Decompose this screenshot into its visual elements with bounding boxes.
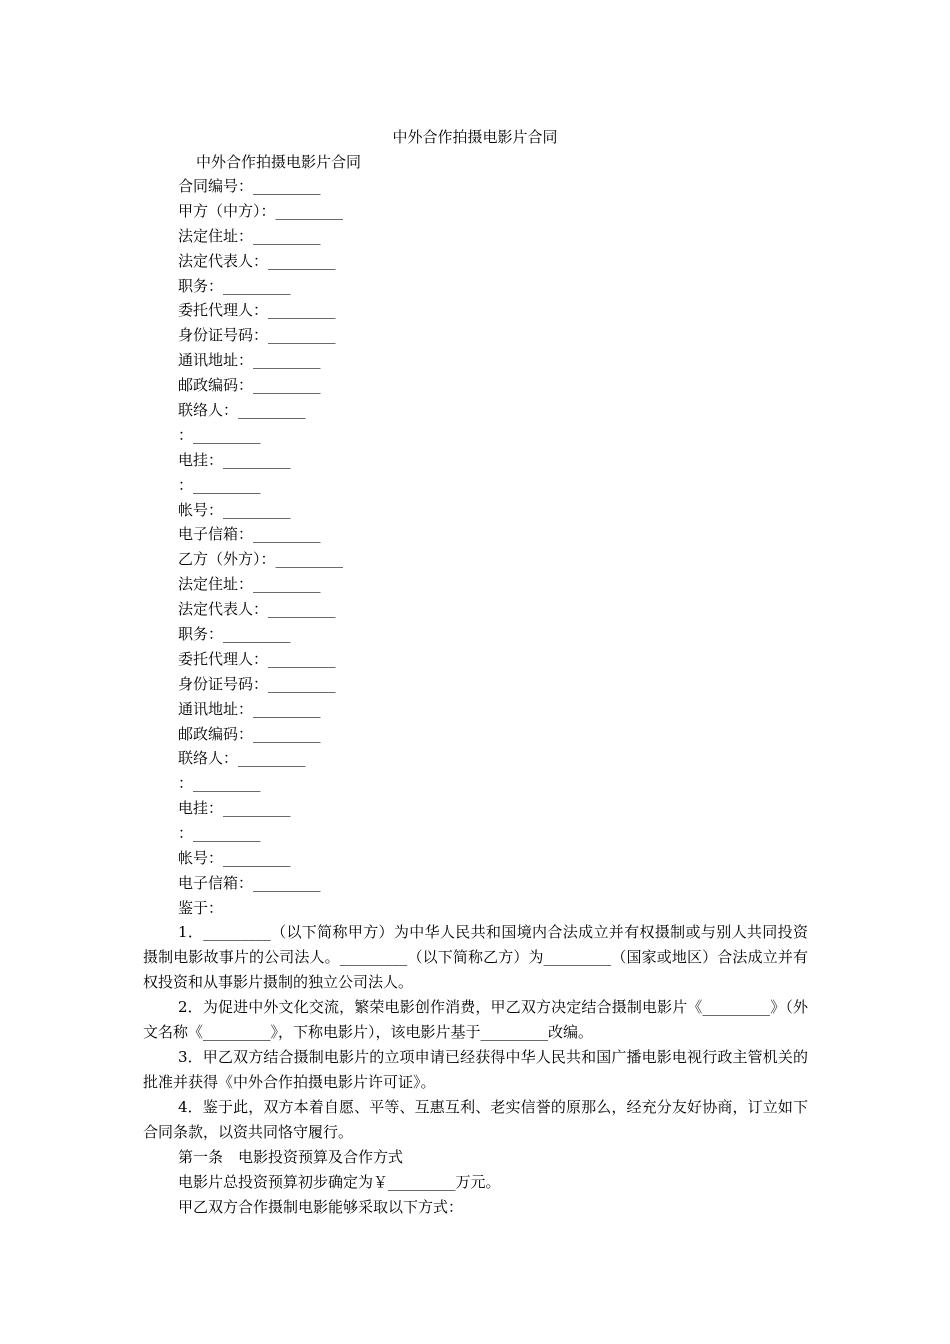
- recital-4: 4．鉴于此，双方本着自愿、平等、互惠互利、老实信誉的原那么，经充分友好协商，订立如下合同条款，以资共同恪守履行。: [143, 1098, 808, 1141]
- contract-number-field: 合同编号：_________: [178, 177, 321, 195]
- party-b-contact-field: 联络人：_________: [178, 749, 306, 768]
- party-info-fields: [178, 174, 343, 921]
- party-b-agent-field: 委托代理人：_________: [178, 649, 336, 668]
- party-a-blank-field: ：_________: [178, 425, 261, 444]
- party-a-contact-field: 联络人：_________: [178, 401, 306, 420]
- party-b-postcode-field: 邮政编码：_________: [178, 724, 321, 743]
- party-b-blank-field: ：_________: [178, 774, 261, 793]
- party-a-blank-field: ：_________: [178, 475, 261, 494]
- article-1-heading: 第一条 电影投资预算及合作方式: [178, 1148, 404, 1166]
- party-b-id-field: 身份证号码：_________: [178, 674, 336, 693]
- cooperation-paragraph: 甲乙双方合作摄制电影能够采取以下方式：: [178, 1198, 464, 1216]
- party-b-account-field: 帐号：_________: [178, 849, 291, 868]
- party-a-field: 甲方（中方）：_________: [178, 201, 344, 220]
- party-b-position-field: 职务：_________: [178, 625, 291, 644]
- party-a-legal-rep-field: 法定代表人：_________: [178, 251, 336, 270]
- party-b-field: 乙方（外方）：_________: [178, 550, 344, 569]
- party-a-account-field: 帐号：_________: [178, 500, 291, 519]
- party-b-email-field: 电子信箱：_________: [178, 873, 321, 892]
- contract-body: [143, 920, 808, 1220]
- recital-3: 3．甲乙双方结合摄制电影片的立项申请已经获得中华人民共和国广播电影电视行政主管机关的批准并获得《中外合作拍摄电影片许可证》。: [143, 1048, 808, 1091]
- party-b-mail-address-field: 通讯地址：_________: [178, 699, 321, 718]
- party-a-id-field: 身份证号码：_________: [178, 326, 336, 345]
- party-a-email-field: 电子信箱：_________: [178, 525, 321, 544]
- document-title: 中外合作拍摄电影片合同: [392, 128, 558, 146]
- whereas-heading: 鉴于：: [178, 898, 224, 917]
- party-b-legal-rep-field: 法定代表人：_________: [178, 600, 336, 619]
- party-b-address-field: 法定住址：_________: [178, 575, 321, 594]
- party-a-position-field: 职务：_________: [178, 276, 291, 295]
- party-b-cable-field: 电挂：_________: [178, 799, 291, 818]
- party-b-blank-field: ：_________: [178, 824, 261, 843]
- party-a-postcode-field: 邮政编码：_________: [178, 376, 321, 395]
- party-a-agent-field: 委托代理人：_________: [178, 301, 336, 320]
- party-a-mail-address-field: 通讯地址：_________: [178, 351, 321, 370]
- budget-paragraph: 电影片总投资预算初步确定为￥_________万元。: [178, 1173, 501, 1191]
- document-subtitle: 中外合作拍摄电影片合同: [196, 153, 362, 171]
- party-a-address-field: 法定住址：_________: [178, 226, 321, 245]
- recital-2: 2．为促进中外文化交流，繁荣电影创作消费，甲乙双方决定结合摄制电影片《_________》（外文名称《_________》，下称电影片），该电影片基于_________改编。: [143, 998, 808, 1041]
- recital-1: 1．_________（以下简称甲方）为中华人民共和国境内合法成立并有权摄制或与别人共同投资摄制电影故事片的公司法人。_________（以下简称乙方）为_________（国家或地区）合法成立并有权投资和从事影片摄制的独立公司法人。: [143, 923, 808, 991]
- party-a-cable-field: 电挂：_________: [178, 450, 291, 469]
